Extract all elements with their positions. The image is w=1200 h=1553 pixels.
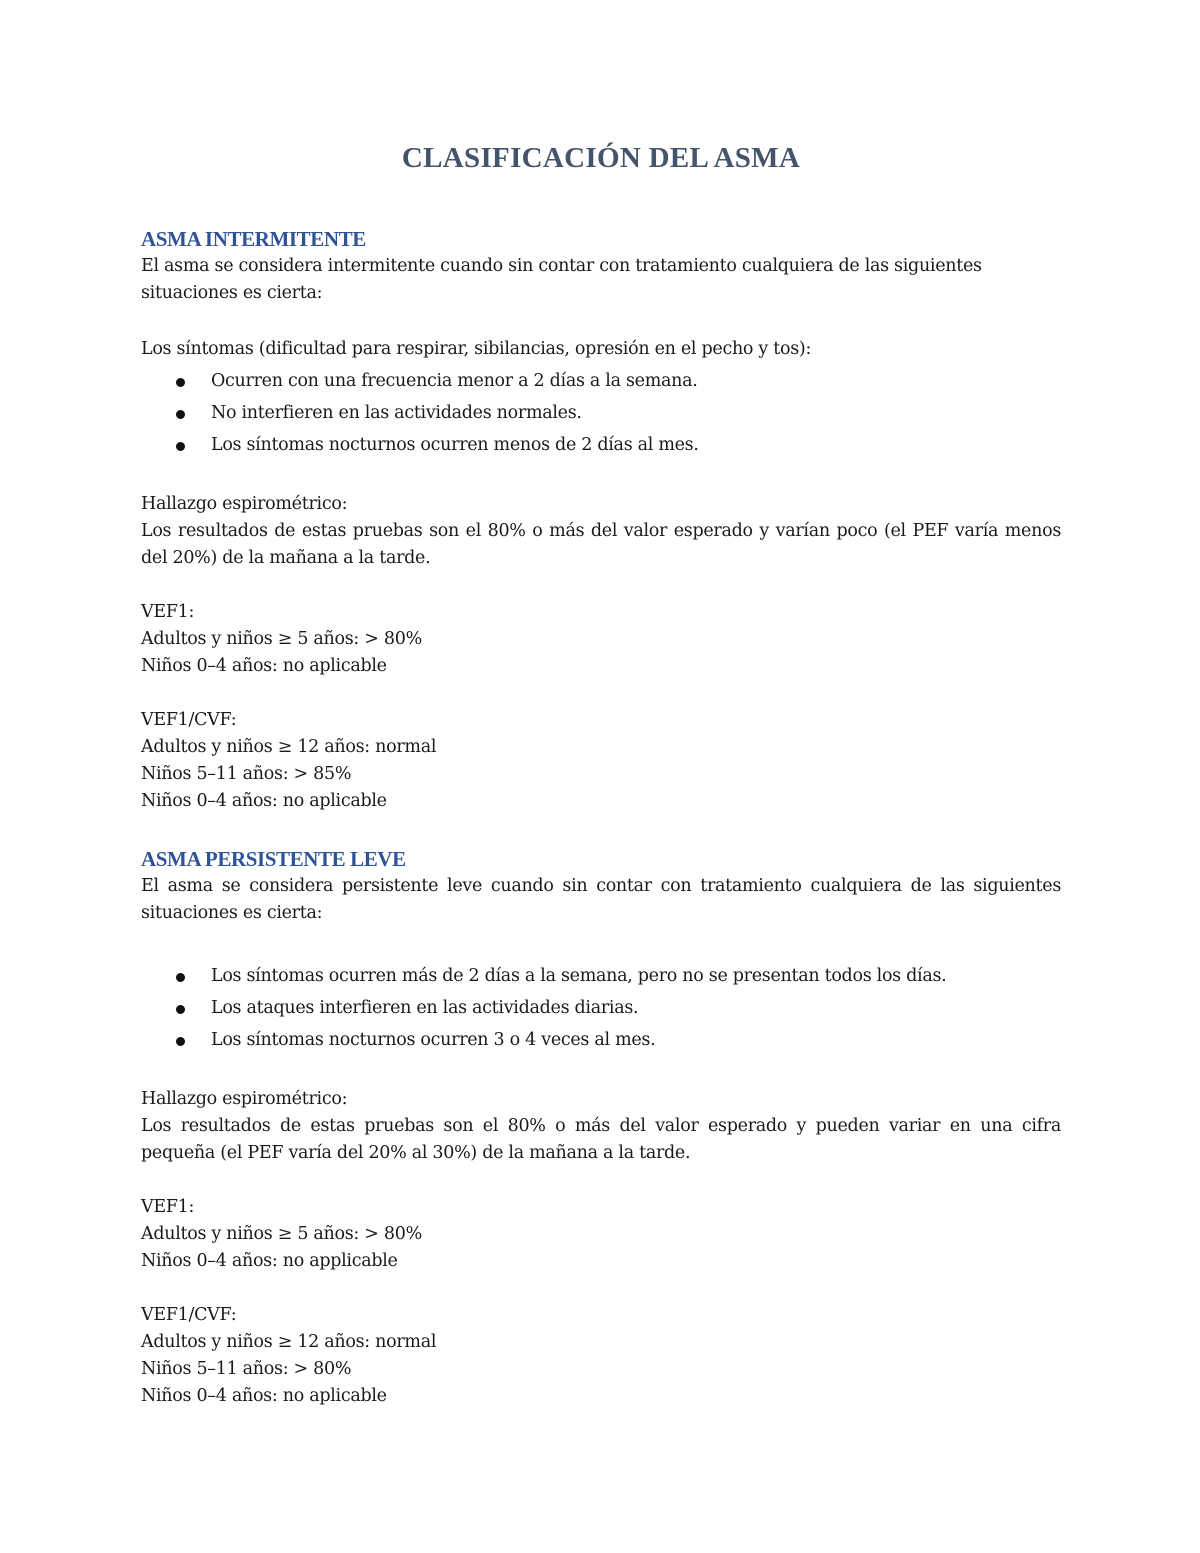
section-intro: El asma se considera persistente leve cuando sin contar con tratamiento cualquiera de las siguientes situaciones es cierta: xyxy=(141,876,1061,923)
symptoms-label: Los síntomas (dificultad para respirar, sibilancias, opresión en el pecho y tos): xyxy=(141,339,812,359)
vef1-line: Adultos y niños ≥ 5 años: > 80% xyxy=(141,1224,422,1244)
vef1-label: VEF1: xyxy=(141,602,195,622)
list-item-text: Los síntomas nocturnos ocurren menos de 2 días al mes. xyxy=(211,435,699,455)
vef1cvf-label: VEF1/CVF: xyxy=(141,1305,237,1325)
vef1cvf-line: Niños 5–11 años: > 85% xyxy=(141,764,352,784)
list-item-text: Ocurren con una frecuencia menor a 2 días a la semana. xyxy=(211,371,698,391)
vef1cvf-label: VEF1/CVF: xyxy=(141,710,237,730)
vef1-label: VEF1: xyxy=(141,1197,195,1217)
finding-text: Los resultados de estas pruebas son el 80% o más del valor esperado y varían poco (el PEF varía menos del 20%) de la mañana a la tarde. xyxy=(141,521,1061,568)
finding-label: Hallazgo espirométrico: xyxy=(141,494,348,514)
list-item-text: Los síntomas ocurren más de 2 días a la semana, pero no se presentan todos los días. xyxy=(211,966,947,986)
list-item xyxy=(141,1024,1061,1056)
finding-label: Hallazgo espirométrico: xyxy=(141,1089,348,1109)
vef1-line: Niños 0–4 años: no applicable xyxy=(141,1251,398,1271)
list-item xyxy=(141,429,1061,461)
bullet-icon xyxy=(176,410,185,419)
vef1cvf-line: Niños 5–11 años: > 80% xyxy=(141,1359,352,1379)
section-heading: ASMA INTERMITENTE xyxy=(141,227,366,251)
vef1cvf-line: Adultos y niños ≥ 12 años: normal xyxy=(141,1332,437,1352)
list-item xyxy=(141,992,1061,1024)
bullet-icon xyxy=(176,1005,185,1014)
vef1cvf-line: Niños 0–4 años: no aplicable xyxy=(141,791,387,811)
symptoms-list xyxy=(141,960,1061,1056)
vef1cvf-line: Niños 0–4 años: no aplicable xyxy=(141,1386,387,1406)
bullet-icon xyxy=(176,1037,185,1046)
list-item-text: Los ataques interfieren en las actividades diarias. xyxy=(211,998,639,1018)
symptoms-list xyxy=(141,365,1061,461)
vef1-line: Niños 0–4 años: no aplicable xyxy=(141,656,387,676)
bullet-icon xyxy=(176,442,185,451)
list-item xyxy=(141,397,1061,429)
vef1cvf-line: Adultos y niños ≥ 12 años: normal xyxy=(141,737,437,757)
finding-text: Los resultados de estas pruebas son el 80% o más del valor esperado y pueden variar en una cifra pequeña (el PEF varía del 20% al 30%) de la mañana a la tarde. xyxy=(141,1116,1061,1163)
vef1-line: Adultos y niños ≥ 5 años: > 80% xyxy=(141,629,422,649)
list-item-text: No interfieren en las actividades normales. xyxy=(211,403,582,423)
section-asma-persistente-leve xyxy=(141,845,1061,1410)
list-item xyxy=(141,365,1061,397)
document-title: CLASIFICACIÓN DEL ASMA xyxy=(401,142,801,174)
list-item xyxy=(141,960,1061,992)
bullet-icon xyxy=(176,378,185,387)
section-asma-intermitente xyxy=(141,225,1061,815)
bullet-icon xyxy=(176,973,185,982)
section-heading: ASMA PERSISTENTE LEVE xyxy=(141,847,406,871)
section-intro: El asma se considera intermitente cuando sin contar con tratamiento cualquiera de las siguientes situaciones es cierta: xyxy=(141,256,982,303)
list-item-text: Los síntomas nocturnos ocurren 3 o 4 veces al mes. xyxy=(211,1030,656,1050)
